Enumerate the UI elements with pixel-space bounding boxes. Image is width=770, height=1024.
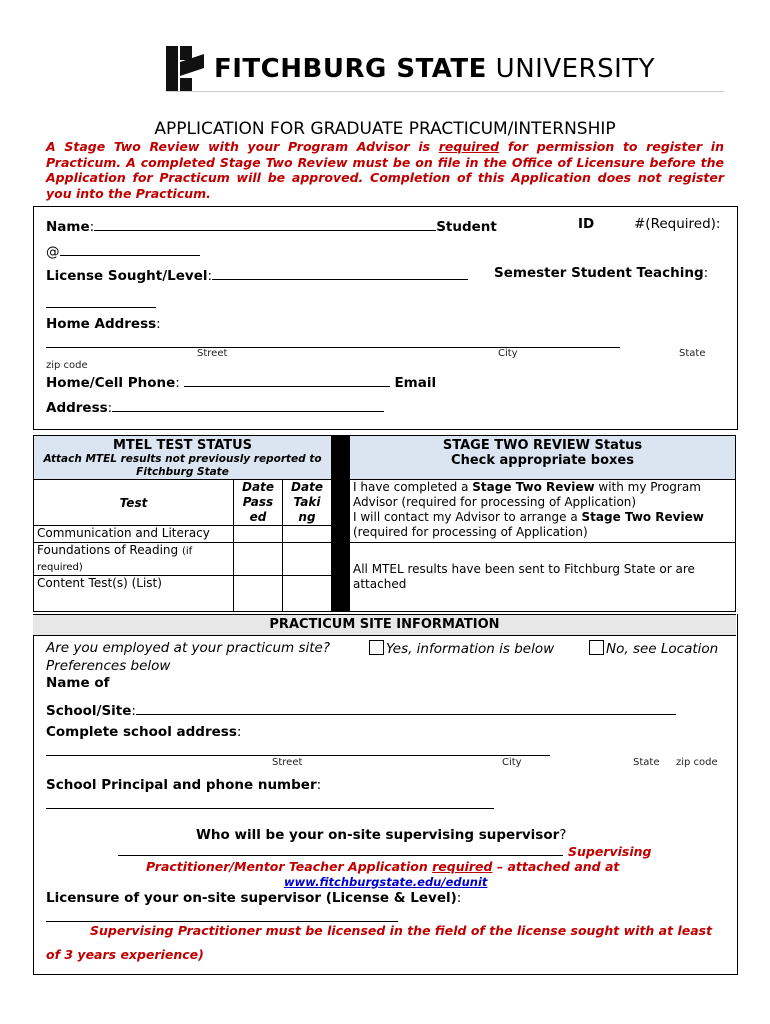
opt2-a: I will contact my Advisor to arrange a	[353, 510, 582, 524]
zip-caption: zip code	[46, 360, 88, 371]
school-address-field[interactable]	[46, 741, 550, 756]
home-address-field[interactable]	[46, 333, 620, 348]
brand-bold: FITCHBURG STATE	[214, 54, 487, 84]
university-brand	[214, 54, 655, 84]
mtel-row-2-note: (if required)	[37, 546, 193, 573]
licensure-note-2: of 3 years experience)	[46, 947, 204, 962]
licensure-row: Licensure of your on-site supervisor (License & Level):	[46, 890, 462, 906]
stage-option-3[interactable]: All MTEL results have been sent to Fitchburg State or are attached	[350, 543, 736, 612]
name-label: Name	[46, 219, 90, 235]
name-field[interactable]	[94, 216, 436, 231]
opt1-c: with my Program Advisor (required for processing of Application)	[353, 480, 701, 509]
licensure-label: Licensure of your on-site supervisor (License & Level)	[46, 890, 457, 906]
email-address-row: Address:	[46, 397, 384, 416]
intro-part2: for permission to register in Practicum. A completed Stage Two Review must be on file in the Office of Licensure before the Application for Practicum will be approved. Completion of this Application does not register you into the Practicum.	[46, 139, 724, 201]
principal-row: School Principal and phone number:	[46, 777, 322, 793]
phone-row: Home/Cell Phone: Email	[46, 372, 436, 391]
employed-question: Are you employed at your practicum site?	[46, 640, 331, 656]
date-taking-1[interactable]	[283, 526, 332, 543]
intro-part1: A Stage Two Review with your Program Advisor is	[46, 139, 439, 154]
stage-subtitle: Check appropriate boxes	[451, 453, 634, 468]
col-date-passed: Date Pass ed	[234, 480, 283, 526]
col-date-taking: Date Taki ng	[283, 480, 332, 526]
question-mark: ?	[559, 827, 567, 843]
license-row: License Sought/Level:	[46, 265, 468, 284]
school-label: School/Site	[46, 703, 132, 719]
site-section-title: PRACTICUM SITE INFORMATION	[33, 614, 736, 636]
school-row: School/Site:	[46, 700, 676, 719]
supervising-text: Supervising	[568, 844, 652, 859]
table-divider	[332, 436, 350, 612]
license-label: License Sought/Level	[46, 268, 208, 284]
semester-label: Semester Student Teaching	[494, 265, 704, 281]
supervisor-question	[196, 827, 566, 843]
site-city-caption: City	[502, 757, 522, 768]
col-test: Test	[34, 480, 234, 526]
no-label: No, see Location	[606, 641, 719, 657]
at-sign: @	[46, 244, 60, 260]
name-row: Name: Student	[46, 216, 497, 235]
id-required-label: #(Required):	[634, 216, 721, 232]
no-option[interactable]	[589, 640, 718, 657]
mtel-row-3: Content Test(s) (List)	[34, 576, 234, 612]
state-caption: State	[679, 348, 706, 359]
name-of-label: Name of	[46, 675, 110, 691]
mtel-row-2-test: Foundations of Reading	[37, 543, 179, 557]
id-label: ID	[578, 216, 595, 232]
phone-label: Home/Cell Phone	[46, 375, 176, 391]
site-street-caption: Street	[272, 757, 303, 768]
opt1-a: I have completed a	[353, 480, 473, 494]
yes-option[interactable]	[369, 640, 554, 657]
fitchburg-logo-mark-icon	[166, 46, 204, 92]
preferences-text: Preferences below	[46, 658, 171, 674]
page-title: APPLICATION FOR GRADUATE PRACTICUM/INTERNSHIP	[154, 119, 616, 139]
phone-field[interactable]	[184, 372, 390, 387]
intro-notice	[46, 139, 724, 201]
site-zip-caption: zip code	[676, 757, 718, 768]
brand-regular: UNIVERSITY	[495, 54, 656, 84]
practitioner-a: Practitioner/Mentor Teacher Application	[146, 859, 433, 874]
date-passed-1[interactable]	[234, 526, 283, 543]
practitioner-required: required	[432, 859, 493, 874]
home-address-row: Home Address:	[46, 316, 161, 332]
site-state-caption: State	[633, 757, 660, 768]
street-caption: Street	[197, 348, 228, 359]
email-field[interactable]	[112, 397, 384, 412]
email-address-label: Address	[46, 400, 108, 416]
semester-row: Semester Student Teaching:	[494, 265, 709, 281]
header-divider	[166, 91, 724, 92]
date-passed-3[interactable]	[234, 576, 283, 612]
intro-required: required	[438, 139, 500, 154]
opt1-b: Stage Two Review	[472, 480, 595, 494]
mtel-subtitle: Attach MTEL results not previously reported to Fitchburg State	[43, 453, 322, 478]
date-taking-2[interactable]	[283, 543, 332, 576]
opt2-c: (required for processing of Application)	[353, 525, 588, 539]
supervisor-question-text: Who will be your on-site supervising supervisor	[196, 827, 560, 843]
licensure-field[interactable]	[46, 907, 398, 922]
stage-title: STAGE TWO REVIEW Status	[442, 438, 643, 453]
complete-address-label: Complete school address	[46, 724, 237, 740]
semester-field[interactable]	[46, 293, 156, 308]
student-label: Student	[436, 219, 497, 235]
edunit-link-wrap	[284, 875, 487, 890]
date-passed-2[interactable]	[234, 543, 283, 576]
opt2-b: Stage Two Review	[581, 510, 704, 524]
licensure-note-1: Supervising Practitioner must be licensed in the field of the license sought with at least	[90, 923, 713, 938]
license-field[interactable]	[212, 265, 468, 280]
principal-label: School Principal and phone number	[46, 777, 317, 793]
id-field-row	[46, 241, 200, 260]
stage-header-cell	[350, 436, 736, 480]
complete-address-row: Complete school address:	[46, 724, 242, 740]
school-field[interactable]	[136, 700, 676, 715]
date-taking-3[interactable]	[283, 576, 332, 612]
edunit-link[interactable]: www.fitchburgstate.edu/edunit	[284, 875, 488, 889]
supervisor-field[interactable]	[118, 843, 563, 856]
email-label: Email	[394, 375, 437, 391]
yes-checkbox[interactable]	[369, 640, 384, 655]
practitioner-b: – attached and at	[492, 859, 620, 874]
practitioner-note	[146, 859, 619, 874]
stage-option-1[interactable]	[350, 480, 736, 543]
mtel-title: MTEL TEST STATUS	[112, 438, 253, 453]
home-address-label: Home Address	[46, 316, 157, 332]
mtel-row-1: Communication and Literacy	[34, 526, 234, 543]
city-caption: City	[498, 348, 518, 359]
mtel-row-2	[34, 543, 234, 576]
principal-field[interactable]	[46, 794, 494, 809]
mtel-stage-table	[33, 435, 736, 612]
yes-label: Yes, information is below	[386, 641, 555, 657]
student-id-field[interactable]	[60, 241, 200, 256]
mtel-header-cell	[34, 436, 332, 480]
no-checkbox[interactable]	[589, 640, 604, 655]
